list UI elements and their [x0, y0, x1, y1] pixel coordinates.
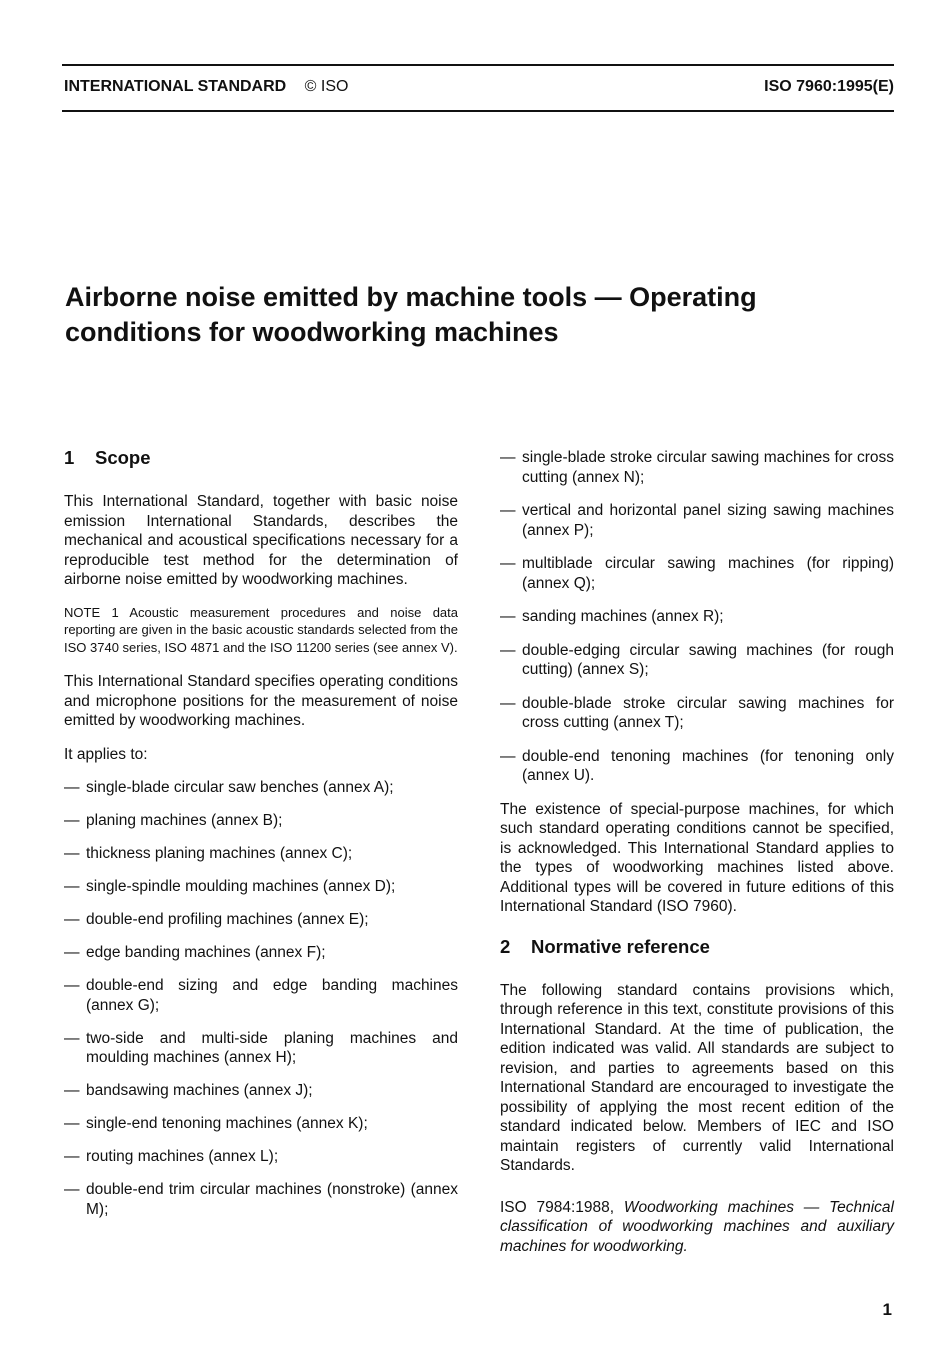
- scope-paragraph-3: The existence of special-purpose machines, for which such standard operating conditions cannot be specified, is acknowledged. This International Standard applies to the types of woodworking machines listed above. Additional types will be covered in future editions of this International Standard (ISO 7960).: [500, 800, 894, 915]
- list-item: [500, 694, 894, 733]
- dash-bullet: —: [64, 977, 80, 994]
- list-item-text: planing machines (annex B);: [86, 812, 283, 829]
- machine-list-right: [500, 448, 894, 786]
- list-item-text: single-end tenoning machines (annex K);: [86, 1115, 368, 1132]
- dash-bullet: —: [500, 449, 516, 466]
- applies-to-label: It applies to:: [64, 745, 148, 763]
- left-column: [64, 446, 458, 1233]
- header-doc-type: INTERNATIONAL STANDARD: [64, 78, 287, 95]
- list-item-text: double-edging circular sawing machines (for rough cutting) (annex S);: [522, 641, 894, 678]
- dash-bullet: —: [64, 1115, 80, 1132]
- dash-bullet: —: [64, 779, 80, 796]
- machine-list-left: [64, 778, 458, 1219]
- dash-bullet: —: [64, 911, 80, 928]
- scope-paragraph-1: This International Standard, together with basic noise emission International Standards, describes the mechanical and acoustical specifications necessary for a reproducible test method for the determination of airborne noise emitted by woodworking machines.: [64, 493, 458, 588]
- list-item-text: sanding machines (annex R);: [522, 608, 724, 625]
- note-1: NOTE 1 Acoustic measurement procedures and noise data reporting are given in the basic acoustic standards selected from the ISO 3740 series, ISO 4871 and the ISO 11200 series (see annex V).: [64, 604, 458, 655]
- section-1-number: 1: [64, 447, 75, 468]
- list-item: [64, 844, 458, 864]
- list-item-text: single-blade stroke circular sawing machines for cross cutting (annex N);: [522, 449, 894, 486]
- section-2-heading: [500, 935, 894, 959]
- normative-reference-paragraph: The following standard contains provisions which, through reference in this text, constitute provisions of this International Standard. At the time of publication, the edition indicated was valid. All standards are subject to revision, and parties to agreements based on this International Standard are encouraged to investigate the possibility of applying the most recent edition of the standard indicated below. Members of IEC and ISO maintain registers of currently valid International Standards.: [500, 981, 894, 1174]
- dash-bullet: —: [500, 747, 516, 765]
- list-item-text: two-side and multi-side planing machines and moulding machines (annex H);: [86, 1029, 458, 1066]
- normative-reference-entry: [500, 1198, 894, 1257]
- list-item-text: double-blade stroke circular sawing machines for cross cutting (annex T);: [522, 694, 894, 731]
- list-item-text: single-spindle moulding machines (annex D);: [86, 878, 396, 895]
- list-item: [500, 641, 894, 680]
- section-1-heading: [64, 446, 458, 470]
- dash-bullet: —: [500, 641, 516, 659]
- list-item: [64, 1180, 458, 1219]
- section-1-title: Scope: [95, 447, 151, 468]
- list-item: [500, 448, 894, 487]
- page-number: 1: [882, 1300, 892, 1319]
- list-item-text: routing machines (annex L);: [86, 1148, 279, 1165]
- dash-bullet: —: [64, 1082, 80, 1099]
- list-item: [64, 778, 458, 798]
- list-item-text: double-end tenoning machines (for tenoning only (annex U).: [522, 747, 894, 784]
- list-item: [64, 811, 458, 831]
- header-copyright: © ISO: [304, 78, 349, 95]
- header-left: [64, 78, 348, 96]
- dash-bullet: —: [500, 555, 516, 572]
- list-item: [500, 554, 894, 593]
- list-item-text: single-blade circular saw benches (annex A);: [86, 779, 394, 796]
- list-item-text: double-end profiling machines (annex E);: [86, 911, 369, 928]
- list-item: [500, 747, 894, 786]
- dash-bullet: —: [64, 812, 80, 829]
- header-bottom-rule: [62, 110, 894, 112]
- list-item: [64, 1114, 458, 1134]
- list-item: [500, 607, 894, 627]
- header-standard-id: ISO 7960:1995(E): [764, 78, 894, 95]
- dash-bullet: —: [64, 1029, 80, 1047]
- list-item: [64, 1147, 458, 1167]
- list-item-text: double-end trim circular machines (nonstroke) (annex M);: [86, 1181, 458, 1218]
- dash-bullet: —: [64, 845, 80, 862]
- list-item: [64, 910, 458, 930]
- list-item: [500, 501, 894, 540]
- list-item: [64, 943, 458, 963]
- dash-bullet: —: [500, 694, 516, 712]
- list-item-text: bandsawing machines (annex J);: [86, 1082, 313, 1099]
- header-top-rule: [62, 64, 894, 66]
- list-item-text: thickness planing machines (annex C);: [86, 845, 353, 862]
- list-item-text: vertical and horizontal panel sizing sawing machines (annex P);: [522, 502, 894, 539]
- list-item-text: double-end sizing and edge banding machines (annex G);: [86, 977, 458, 1014]
- list-item: [64, 976, 458, 1015]
- scope-paragraph-2: This International Standard specifies operating conditions and microphone positions for the measurement of noise emitted by woodworking machines.: [64, 673, 458, 729]
- reference-title: Woodworking machines — Technical classification of woodworking machines and auxiliary machines for woodworking.: [500, 1198, 894, 1255]
- dash-bullet: —: [500, 502, 516, 519]
- list-item: [64, 877, 458, 897]
- list-item-text: edge banding machines (annex F);: [86, 944, 326, 961]
- document-title: Airborne noise emitted by machine tools — Operating conditions for woodworking machines: [65, 282, 757, 347]
- dash-bullet: —: [64, 1181, 80, 1198]
- dash-bullet: —: [64, 1148, 80, 1165]
- section-2-number: 2: [500, 935, 511, 957]
- dash-bullet: —: [64, 944, 80, 961]
- dash-bullet: —: [500, 608, 516, 625]
- right-column: [500, 448, 894, 1270]
- section-2-title: Normative reference: [531, 935, 710, 957]
- reference-id: ISO 7984:1988,: [500, 1198, 615, 1216]
- list-item-text: multiblade circular sawing machines (for ripping) (annex Q);: [522, 555, 894, 592]
- dash-bullet: —: [64, 878, 80, 895]
- list-item: [64, 1029, 458, 1068]
- list-item: [64, 1081, 458, 1101]
